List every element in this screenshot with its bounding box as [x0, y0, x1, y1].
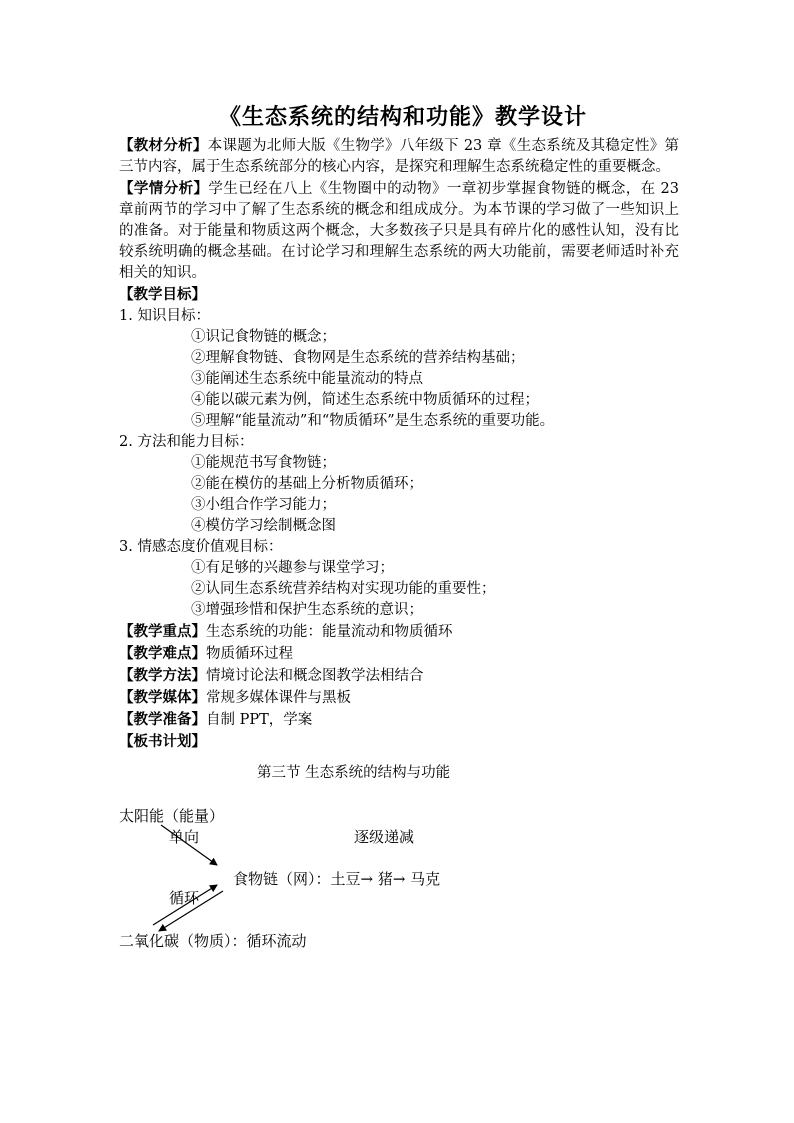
- attitude-goal-item: ②认同生态系统营养结构对实现功能的重要性；: [191, 581, 496, 597]
- skills-goal-item: ③小组合作学习能力；: [191, 497, 336, 513]
- document-title: 《生态系统的结构和功能》教学设计: [219, 104, 588, 130]
- document-body: [119, 135, 679, 784]
- decreasing-label: 逐级递减: [354, 828, 415, 846]
- knowledge-goal-item: ①识记食物链的概念；: [191, 329, 336, 345]
- sun-energy-label: 太阳能（能量）: [119, 807, 225, 825]
- key-point-label: 【教学重点】: [119, 623, 206, 640]
- knowledge-goal-item: ③能阐述生态系统中能量流动的特点: [191, 371, 423, 387]
- teaching-method: [119, 665, 679, 687]
- co2-label: 二氧化碳（物质）：循环流动: [119, 932, 307, 950]
- teaching-preparation: [119, 709, 679, 731]
- key-point-text: 生态系统的功能：能量流动和物质循环: [206, 624, 453, 640]
- attitude-goal-item: ③增强珍惜和保护生态系统的意识；: [191, 602, 423, 618]
- skills-goals-heading: 2. 方法和能力目标：: [119, 434, 254, 450]
- student-analysis: [119, 178, 679, 284]
- board-title: 第三节 生态系统的结构与功能: [257, 765, 451, 781]
- material-text: 本课题为北师大版《生物学》八年级下 23 章《生态系统及其稳定性》第三节内容，属于生态系统部分的核心内容，是探究和理解生态系统稳定性的重要概念。: [119, 138, 680, 175]
- material-analysis: [119, 135, 679, 178]
- skills-goal-item: ①能规范书写食物链；: [191, 455, 336, 471]
- one-way-label: 单向: [169, 828, 200, 846]
- knowledge-goal-item: ②理解食物链、食物网是生态系统的营养结构基础；: [191, 350, 525, 366]
- preparation-label: 【教学准备】: [119, 711, 206, 728]
- goals-label: 【教学目标】: [119, 286, 206, 303]
- preparation-text: 自制 PPT，学案: [206, 712, 313, 728]
- skills-goal-item: ②能在模仿的基础上分析物质循环；: [191, 476, 423, 492]
- difficulty-text: 物质循环过程: [206, 646, 293, 662]
- goals-heading: [119, 284, 679, 306]
- attitude-goal-item: ①有足够的兴趣参与课堂学习；: [191, 560, 394, 576]
- students-text: 学生已经在八上《生物圈中的动物》一章初步掌握食物链的概念，在 23 章前两节的学习中了解了生态系统的概念和组成成分。为本节课的学习做了一些知识上的准备。对于能量和物质这两个概念，大多数孩子只是具有碎片化的感性认知，没有比较系统明确的概念基础。在讨论学习和理解生态系统的两大功能前，需要老师适时补充相关的知识。: [119, 181, 679, 281]
- knowledge-goals-heading: 1. 知识目标：: [119, 308, 210, 324]
- students-label: 【学情分析】: [119, 180, 209, 197]
- board-diagram: [119, 805, 679, 965]
- material-label: 【教材分析】: [119, 137, 208, 154]
- board-plan-heading: [119, 731, 679, 753]
- teaching-media: [119, 687, 679, 709]
- method-label: 【教学方法】: [119, 667, 206, 684]
- difficulty: [119, 643, 679, 665]
- knowledge-goal-item: ⑤理解“能量流动”和“物质循环”是生态系统的重要功能。: [191, 413, 555, 429]
- knowledge-goal-item: ④能以碳元素为例，简述生态系统中物质循环的过程；: [191, 392, 539, 408]
- food-chain-label: 食物链（网）：土豆→ 猪→ 马克: [233, 870, 441, 888]
- difficulty-label: 【教学难点】: [119, 645, 206, 662]
- attitude-goals-heading: 3. 情感态度价值观目标：: [119, 539, 283, 555]
- board-label: 【板书计划】: [119, 733, 206, 750]
- cycle-label: 循环: [169, 889, 200, 907]
- media-text: 常规多媒体课件与黑板: [206, 690, 351, 706]
- media-label: 【教学媒体】: [119, 689, 206, 706]
- key-point: [119, 621, 679, 643]
- skills-goal-item: ④模仿学习绘制概念图: [191, 518, 336, 534]
- method-text: 情境讨论法和概念图教学法相结合: [206, 668, 424, 684]
